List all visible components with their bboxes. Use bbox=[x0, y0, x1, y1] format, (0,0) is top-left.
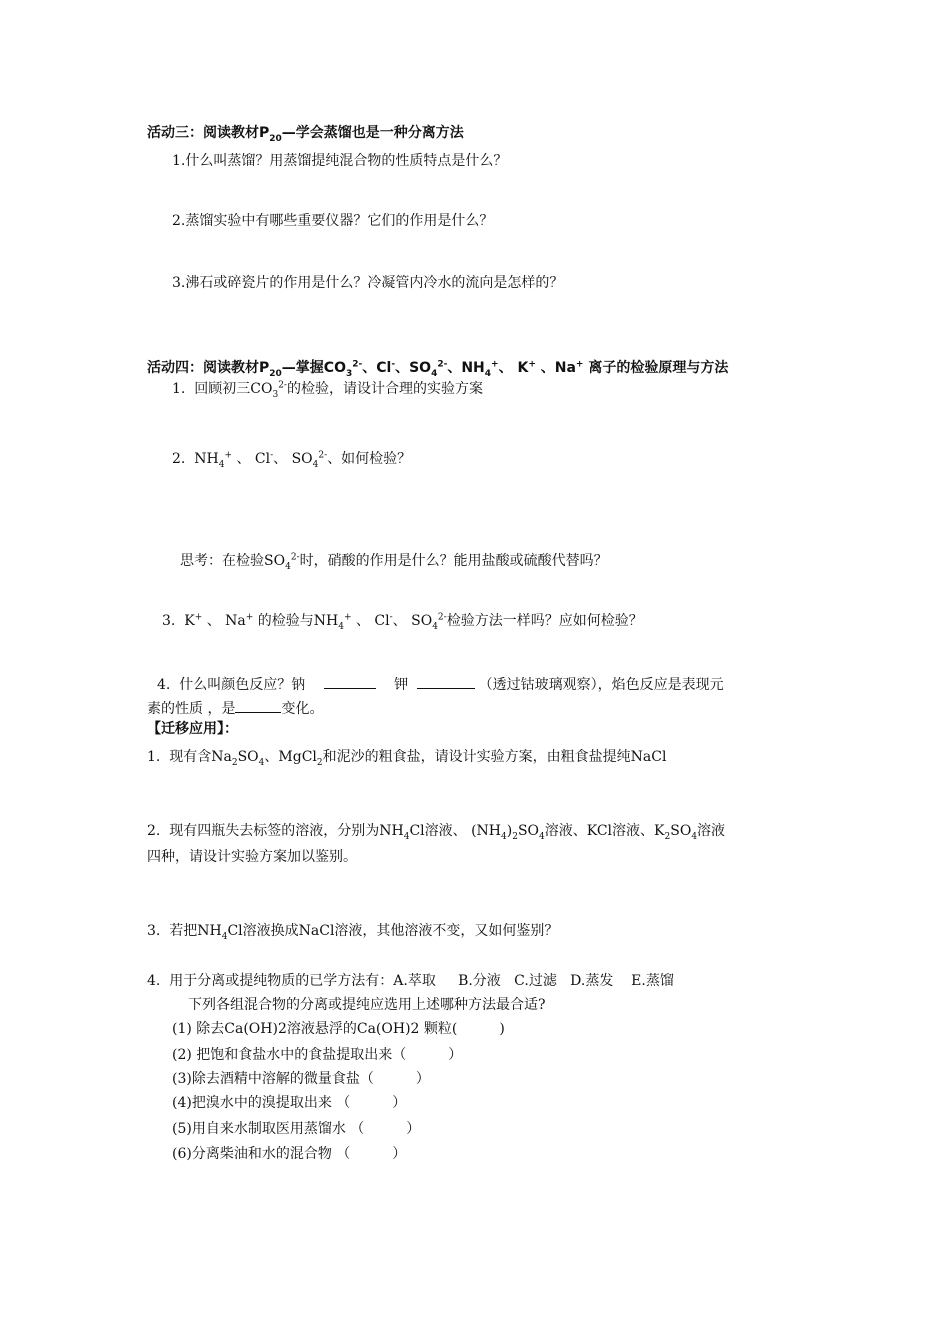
activity3-heading: 活动三：阅读教材$P_{20}—$学会蒸馏也是一种分离方法 bbox=[147, 125, 464, 144]
activity3-q1: 1.什么叫蒸馏？用蒸馏提纯混合物的性质特点是什么？ bbox=[172, 153, 508, 169]
list-item: (4)把溴水中的溴提取出来 （ ） bbox=[172, 1095, 407, 1111]
activity4-heading: 活动四：阅读教材$P_{20}—$掌握$CO_3^{2-}$、Cl-、$SO_4^{2-}$、$NH_4^+$、 K+ 、Na+ 离子的检验原理与方法 bbox=[147, 359, 729, 379]
activity4-q2: 2. $NH_4^+$ 、 Cl-、 $SO_4^{2-}$、如何检验？ bbox=[172, 450, 412, 470]
activity4-think: 思考：在检验$SO_4^{2-}$时，硝酸的作用是什么？能用盐酸或硫酸代替吗？ bbox=[180, 552, 608, 572]
blank-change-type[interactable] bbox=[235, 698, 281, 713]
list-item: (2) 把饱和食盐水中的食盐提取出来（ ） bbox=[172, 1047, 463, 1063]
transfer-q4-line2: 下列各组混合物的分离或提纯应选用上述哪种方法最合适? bbox=[188, 997, 546, 1013]
blank-potassium[interactable] bbox=[417, 674, 475, 689]
transfer-q4-line1: 4. 用于分离或提纯物质的已学方法有：A.萃取 B.分液 C.过滤 D.蒸发 E.蒸馏 bbox=[147, 973, 674, 989]
transfer-q2-line2: 四种，请设计实验方案加以鉴别。 bbox=[147, 849, 357, 865]
transfer-q2-line1: 2. 现有四瓶失去标签的溶液，分别为$NH_4Cl$溶液、 $(NH_4)_2SO_4$溶液、KCl溶液、$K_2SO_4$溶液 bbox=[147, 823, 726, 842]
list-item: (1) 除去Ca(OH)2溶液悬浮的Ca(OH)2 颗粒( ) bbox=[172, 1021, 505, 1037]
list-item: (5)用自来水制取医用蒸馏水 （ ） bbox=[172, 1121, 421, 1137]
transfer-q3: 3. 若把$NH_4Cl$溶液换成NaCl溶液，其他溶液不变，又如何鉴别？ bbox=[147, 923, 559, 942]
transfer-heading: 【迁移应用】： bbox=[147, 721, 238, 737]
activity4-q3: 3. K+ 、 Na+ 的检验与$NH_4^+$ 、 Cl-、 $SO_4^{2-}$检验方法一样吗？应如何检验？ bbox=[162, 612, 643, 632]
blank-sodium[interactable] bbox=[324, 674, 376, 689]
activity3-q3: 3.沸石或碎瓷片的作用是什么？冷凝管内冷水的流向是怎样的？ bbox=[172, 275, 564, 291]
transfer-q1: 1. 现有含$Na_2SO_4$、MgCl$_2$和泥沙的粗食盐，请设计实验方案，由粗食盐提纯NaCl bbox=[147, 749, 667, 768]
activity4-q4-line2: 素的性质 ，是 变化。 bbox=[147, 698, 323, 718]
list-item: (3)除去酒精中溶解的微量食盐（ ） bbox=[172, 1071, 430, 1087]
activity4-q4-line1: 4. 什么叫颜色反应？钠 钾 （透过钴玻璃观察），焰色反应是表现元 bbox=[157, 674, 724, 694]
activity4-q1: 1. 回顾初三$CO_3^{2-}$的检验，请设计合理的实验方案 bbox=[172, 380, 483, 400]
list-item: (6)分离柴油和水的混合物 （ ） bbox=[172, 1146, 407, 1162]
activity3-q2: 2.蒸馏实验中有哪些重要仪器？它们的作用是什么？ bbox=[172, 213, 494, 229]
